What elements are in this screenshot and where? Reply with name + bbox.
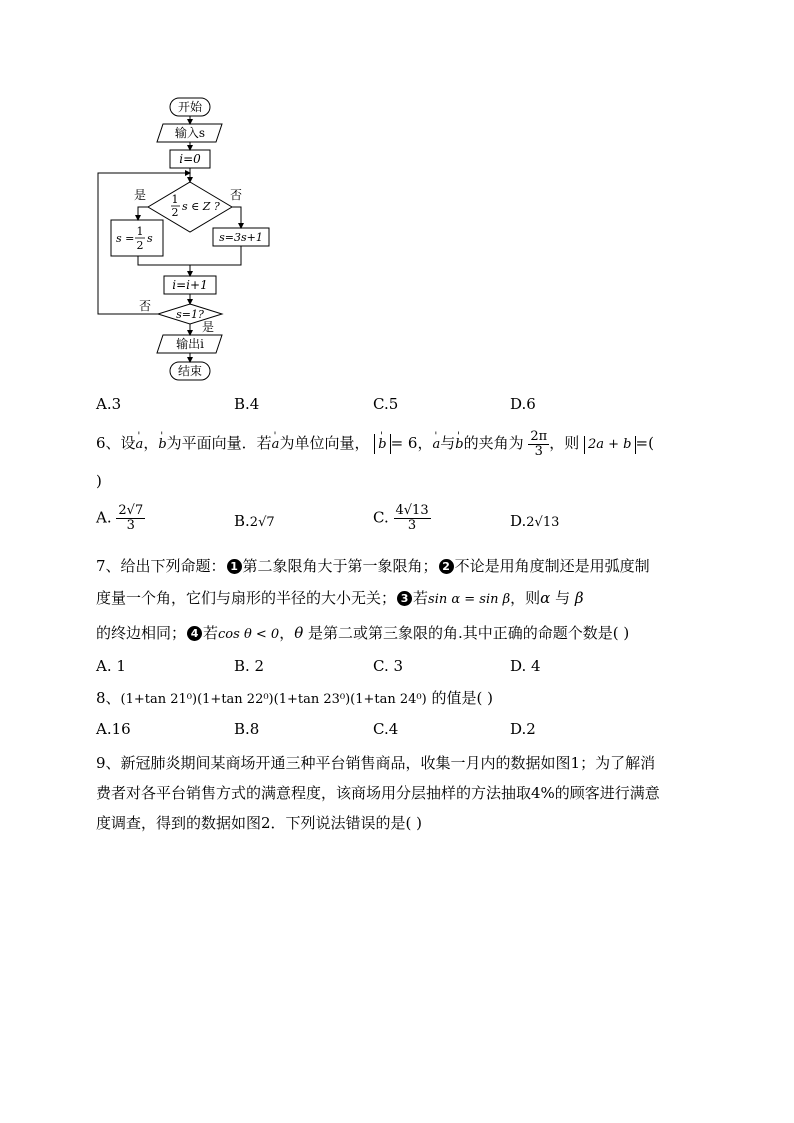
- vector-a: ' a: [272, 427, 280, 463]
- q7-line-3: 的终边相同； 4 若cos θ < 0，θ 是第二或第三象限的角.其中正确的命题个数是( ): [96, 624, 630, 642]
- q8-option-d[interactable]: D.2: [510, 720, 536, 738]
- flow-input-label: 输入s: [174, 126, 206, 140]
- q8-option-c[interactable]: C.4: [373, 720, 399, 738]
- flow-start-label: 开始: [177, 100, 203, 114]
- flow-d1-num: 1: [171, 193, 179, 206]
- q5-option-d[interactable]: D.6: [510, 395, 536, 413]
- q7-option-a[interactable]: A. 1: [96, 657, 126, 675]
- flow-init-label: i=0: [179, 152, 201, 166]
- q5-options: [96, 395, 736, 415]
- flow-end-label: 结束: [177, 364, 203, 378]
- circled-4: 4: [187, 626, 202, 641]
- flow-left-lhs: s =: [116, 232, 135, 245]
- q9-line-1: 9、新冠肺炎期间某商场开通三种平台销售商品，收集一月内的数据如图1；为了解消: [96, 754, 656, 772]
- q7-options: [96, 657, 736, 677]
- flow-yes2-label: 是: [201, 320, 215, 334]
- q6-stem: 6、设' a，' b为平面向量．若' a为单位向量， ' b = 6，' a与' b的夹角为 $\frac{2\pi}{3}$ ，则 2a + b =(: [96, 425, 654, 463]
- flow-yes1-label: 是: [133, 188, 147, 202]
- q7-line-1: 7、给出下列命题： 1 第二象限角大于第一象限角； 2 不论是用角度制还是用弧度制: [96, 557, 650, 575]
- vector-b: ' b: [158, 427, 166, 463]
- flow-right-label: s=3s+1: [219, 231, 263, 244]
- q6-option-a[interactable]: A. $\frac{2√7}{3}$: [96, 503, 144, 533]
- q8-option-b[interactable]: B.8: [234, 720, 260, 738]
- q6-options: [96, 504, 736, 540]
- q5-option-c[interactable]: C.5: [373, 395, 399, 413]
- q5-option-a[interactable]: A.3: [96, 395, 122, 413]
- flow-d2-label: s=1?: [176, 308, 204, 321]
- flow-d1-den: 2: [171, 206, 179, 219]
- angle-fraction: $\frac{2\pi}{3}$: [530, 428, 548, 459]
- circled-2: 2: [439, 559, 454, 574]
- circled-3: 3: [397, 591, 412, 606]
- q8-option-a[interactable]: A.16: [96, 720, 131, 738]
- vector-a: ' a: [136, 427, 144, 463]
- q6-option-c[interactable]: C. $\frac{4√13}{3}$: [373, 503, 429, 533]
- flow-no2-label: 否: [138, 299, 152, 313]
- flow-left-den: 2: [136, 239, 144, 252]
- vector-a: ' a: [432, 427, 440, 463]
- vector-b: ' b: [455, 427, 463, 463]
- q7-option-c[interactable]: C. 3: [373, 657, 404, 675]
- q6-option-b[interactable]: B.2√7: [234, 512, 275, 530]
- q9-line-2: 费者对各平台销售方式的满意程度，该商场用分层抽样的方法抽取4%的顾客进行满意: [96, 784, 660, 802]
- q7-line-2: 度量一个角，它们与扇形的半径的大小无关； 3 若sin α = sin β，则α 与 β: [96, 589, 584, 607]
- q9-line-3: 度调查，得到的数据如图2．下列说法错误的是( ): [96, 814, 423, 832]
- q6-option-d[interactable]: D.2√13: [510, 512, 560, 530]
- q6-close: ): [96, 472, 102, 490]
- abs-2a-plus-b: 2a + b: [584, 436, 636, 454]
- flow-d1-rest: s ∈ Z ?: [182, 200, 220, 213]
- flow-no1-label: 否: [229, 188, 243, 202]
- q8-stem: 8、(1+tan 21⁰)(1+tan 22⁰)(1+tan 23⁰)(1+tan 24⁰) 的值是( ): [96, 689, 493, 707]
- flow-left-var: s: [147, 232, 153, 245]
- flow-output-label: 输出i: [176, 337, 204, 351]
- flowchart: [0, 0, 794, 400]
- q5-option-b[interactable]: B.4: [234, 395, 260, 413]
- circled-1: 1: [227, 559, 242, 574]
- q7-option-d[interactable]: D. 4: [510, 657, 541, 675]
- flow-increment-label: i=i+1: [172, 278, 208, 292]
- q7-option-b[interactable]: B. 2: [234, 657, 265, 675]
- q8-options: [96, 720, 736, 740]
- abs-b: ' b: [374, 434, 390, 454]
- flow-left-num: 1: [136, 225, 144, 238]
